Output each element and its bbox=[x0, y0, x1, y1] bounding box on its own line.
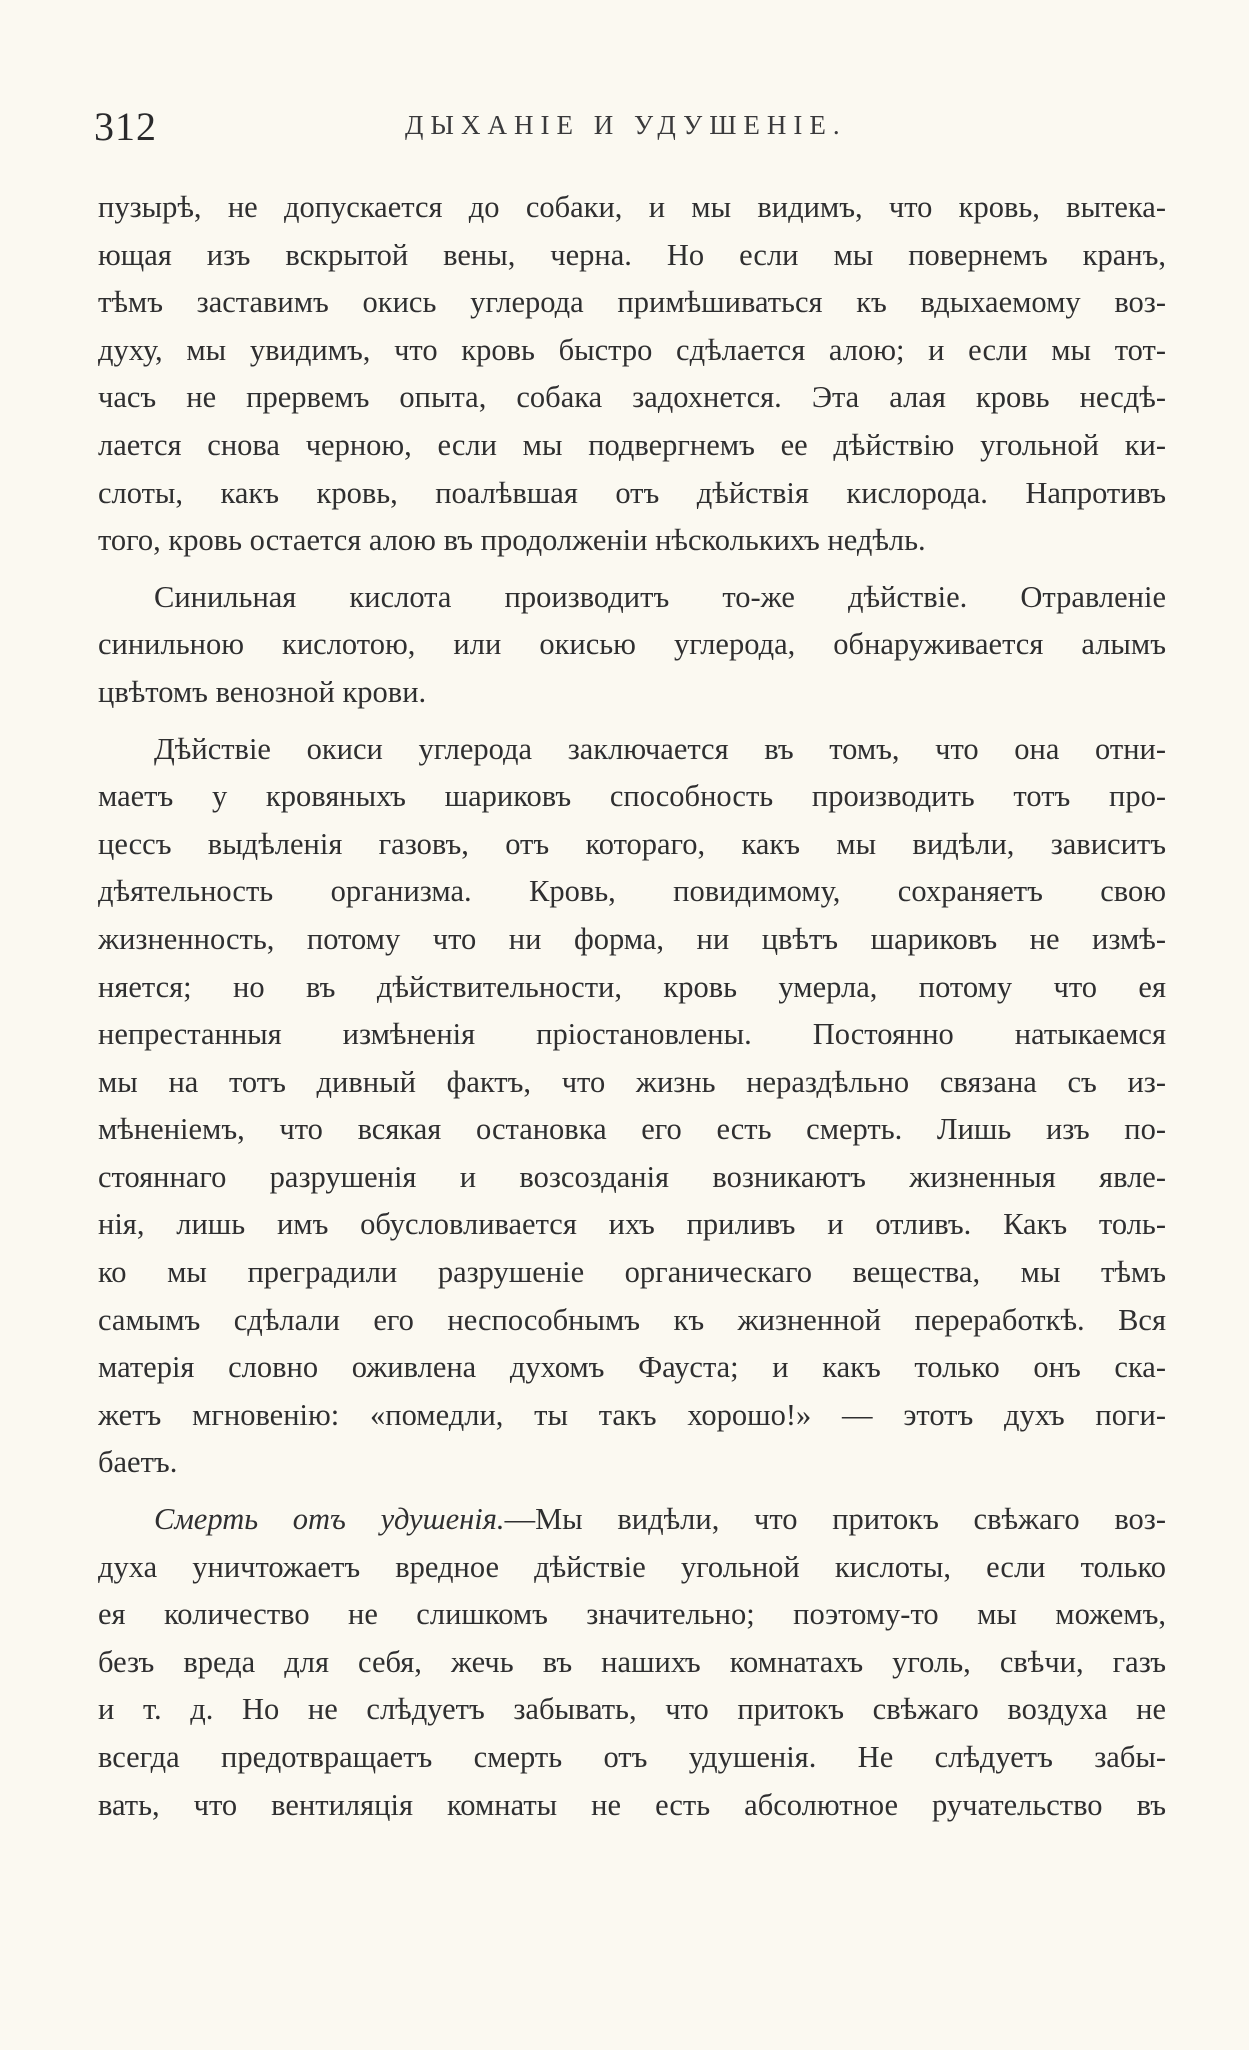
text-line: слоты, какъ кровь, поалѣвшая отъ дѣйствія кислорода. Напротивъ bbox=[98, 475, 1166, 510]
text-line: стояннаго разрушенія и возсозданія возникаютъ жизненныя явле- bbox=[98, 1159, 1166, 1194]
text-line: часъ не прервемъ опыта, собака задохнется. Эта алая кровь несдѣ- bbox=[98, 380, 1166, 415]
text-line: няется; но въ дѣйствительности, кровь умерла, потому что ея bbox=[98, 969, 1166, 1004]
text-line: ющая изъ вскрытой вены, черна. Но если мы повернемъ кранъ, bbox=[98, 237, 1166, 272]
text-line: Дѣйствіе окиси углерода заключается въ томъ, что она отни- bbox=[154, 731, 1166, 766]
text-run: —Мы видѣли, что притокъ свѣжаго воз- bbox=[504, 1502, 1166, 1537]
text-line: того, кровь остается алою въ продолженіи нѣсколькихъ недѣль. bbox=[98, 523, 926, 558]
text-line: синильною кислотою, или окисью углерода, обнаруживается алымъ bbox=[98, 627, 1166, 662]
text-line: пузырѣ, не допускается до собаки, и мы видимъ, что кровь, вытека- bbox=[98, 190, 1166, 224]
text-line: и т. д. Но не слѣдуетъ забывать, что притокъ свѣжаго воздуха не bbox=[98, 1692, 1166, 1727]
text-line: безъ вреда для себя, жечь въ нашихъ комнатахъ уголь, свѣчи, газъ bbox=[98, 1644, 1166, 1679]
text-line: жизненность, потому что ни форма, ни цвѣтъ шариковъ не измѣ- bbox=[98, 921, 1166, 956]
section-run-in-heading: Смерть отъ удушенія. bbox=[154, 1502, 505, 1537]
paragraph-3 bbox=[98, 726, 1166, 1488]
text-line: жетъ мгновенію: «помедли, ты такъ хорошо!» — этотъ духъ поги- bbox=[98, 1397, 1166, 1432]
text-line: ея количество не слишкомъ значительно; поэтому-то мы можемъ, bbox=[98, 1597, 1166, 1632]
paragraph-1 bbox=[98, 184, 1166, 565]
text-line: цессъ выдѣленія газовъ, отъ котораго, какъ мы видѣли, зависитъ bbox=[98, 826, 1166, 861]
paragraph-4 bbox=[98, 1496, 1166, 1829]
text-line: тѣмъ заставимъ окись углерода примѣшиваться къ вдыхаемому воз- bbox=[98, 285, 1166, 320]
text-line: мѣненіемъ, что всякая остановка его есть смерть. Лишь изъ по- bbox=[98, 1112, 1166, 1147]
text-line: маетъ у кровяныхъ шариковъ способность производить тотъ про- bbox=[98, 779, 1166, 814]
text-line: всегда предотвращаетъ смерть отъ удушенія. Не слѣдуетъ забы- bbox=[98, 1740, 1166, 1774]
text-line: лается снова черною, если мы подвергнемъ ее дѣйствію угольной ки- bbox=[98, 427, 1166, 462]
text-line: духу, мы увидимъ, что кровь быстро сдѣлается алою; и если мы тот- bbox=[98, 332, 1166, 367]
paragraph-2 bbox=[98, 574, 1166, 717]
text-line: самымъ сдѣлали его неспособнымъ къ жизненной переработкѣ. Вся bbox=[98, 1302, 1166, 1337]
text-line: духа уничтожаетъ вредное дѣйствіе угольной кислоты, если только bbox=[98, 1549, 1166, 1584]
body-text bbox=[98, 184, 1166, 1829]
page-number: 312 bbox=[94, 104, 157, 149]
text-line: матерія словно оживлена духомъ Фауста; и какъ только онъ ска- bbox=[98, 1350, 1166, 1385]
text-line: баетъ. bbox=[98, 1445, 178, 1480]
text-line: Синильная кислота производитъ то-же дѣйствіе. Отравленіе bbox=[154, 579, 1166, 614]
text-line: мы на тотъ дивный фактъ, что жизнь нераздѣльно связана съ из- bbox=[98, 1064, 1166, 1099]
text-line: дѣятельность организма. Кровь, повидимому, сохраняетъ свою bbox=[98, 874, 1166, 909]
text-line: ко мы преградили разрушеніе органическаго вещества, мы тѣмъ bbox=[98, 1255, 1166, 1290]
text-line: цвѣтомъ венозной крови. bbox=[98, 674, 427, 709]
text-line bbox=[98, 1496, 1166, 1544]
running-head: ДЫХАНІЕ И УДУШЕНІЕ. bbox=[405, 110, 847, 140]
text-line: непрестанныя измѣненія пріостановлены. Постоянно натыкаемся bbox=[98, 1017, 1166, 1052]
text-line: нія, лишь имъ обусловливается ихъ приливъ и отливъ. Какъ толь- bbox=[98, 1207, 1166, 1242]
text-line: вать, что вентиляція комнаты не есть абсолютное ручательство въ bbox=[98, 1787, 1166, 1822]
